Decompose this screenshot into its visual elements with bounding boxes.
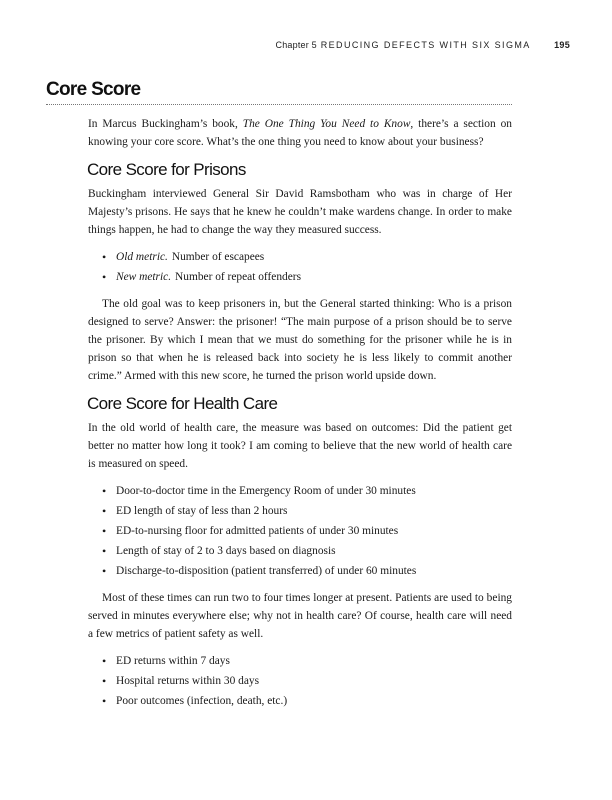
list-item: • ED length of stay of less than 2 hours [102,501,512,521]
list-item: • Length of stay of 2 to 3 days based on diagnosis [102,541,512,561]
health-speed-metric-list [88,481,512,581]
list-item: • Hospital returns within 30 days [102,671,512,691]
page-number: 195 [554,40,570,50]
health-paragraph-2: Most of these times can run two to four times longer at present. Patients are used to being served in minutes everywhere else; why not in health care? Of course, health care will need a few metrics of patient safety as well. [88,592,512,640]
subhead-health-care: Core Score for Health Care [87,394,278,413]
health-safety-metric-list [88,651,512,711]
running-head [260,40,570,50]
list-item: • Discharge-to-disposition (patient transferred) of under 60 minutes [102,561,512,581]
body-text [88,115,512,719]
list-item [102,247,512,267]
prisons-paragraph-1: Buckingham interviewed General Sir David Ramsbotham who was in charge of Her Majesty’s prisons. He says that he knew he couldn’t make wardens change. In order to make things happen, he had to change the way they measured success. [88,188,512,236]
metric-text: Number of repeat offenders [175,271,302,283]
intro-text-after: , there’s a section on knowing your core score. What’s the one thing you need to know about your business? [88,118,513,148]
metric-text: Number of escapees [171,251,265,263]
list-item: • ED-to-nursing floor for admitted patients of under 30 minutes [102,521,512,541]
list-item: • Door-to-doctor time in the Emergency Room of under 30 minutes [102,481,512,501]
health-paragraph-1: In the old world of health care, the measure was based on outcomes: Did the patient get better no matter how long it took? I am coming to believe that the new world of health care is measured on speed. [88,422,512,470]
metric-label: New metric. [116,271,172,283]
metric-label: Old metric. [116,251,168,263]
chapter-label: Chapter 5 [275,40,317,50]
intro-paragraph [88,115,512,151]
chapter-title: REDUCING DEFECTS WITH SIX SIGMA [320,40,531,50]
prisons-paragraph-2: The old goal was to keep prisoners in, but the General started thinking: Who is a prison designed to serve? Answer: the prisoner! “The main purpose of a prison should be to serve the prisoner. By which I mean that we must do something for the prisoner while he is in prison so that when he is released back into society he is less likely to commit another crime.” Armed with this new score, he turned the prison world upside down. [88,298,512,382]
intro-text-before: In Marcus Buckingham’s book, [88,118,243,130]
section-title: Core Score [46,79,141,100]
prisons-metric-list [88,247,512,287]
title-dotted-rule [46,104,512,105]
list-item [102,267,512,287]
list-item: • ED returns within 7 days [102,651,512,671]
book-title: The One Thing You Need to Know [242,118,411,130]
subhead-prisons: Core Score for Prisons [87,160,246,179]
list-item: • Poor outcomes (infection, death, etc.) [102,691,512,711]
